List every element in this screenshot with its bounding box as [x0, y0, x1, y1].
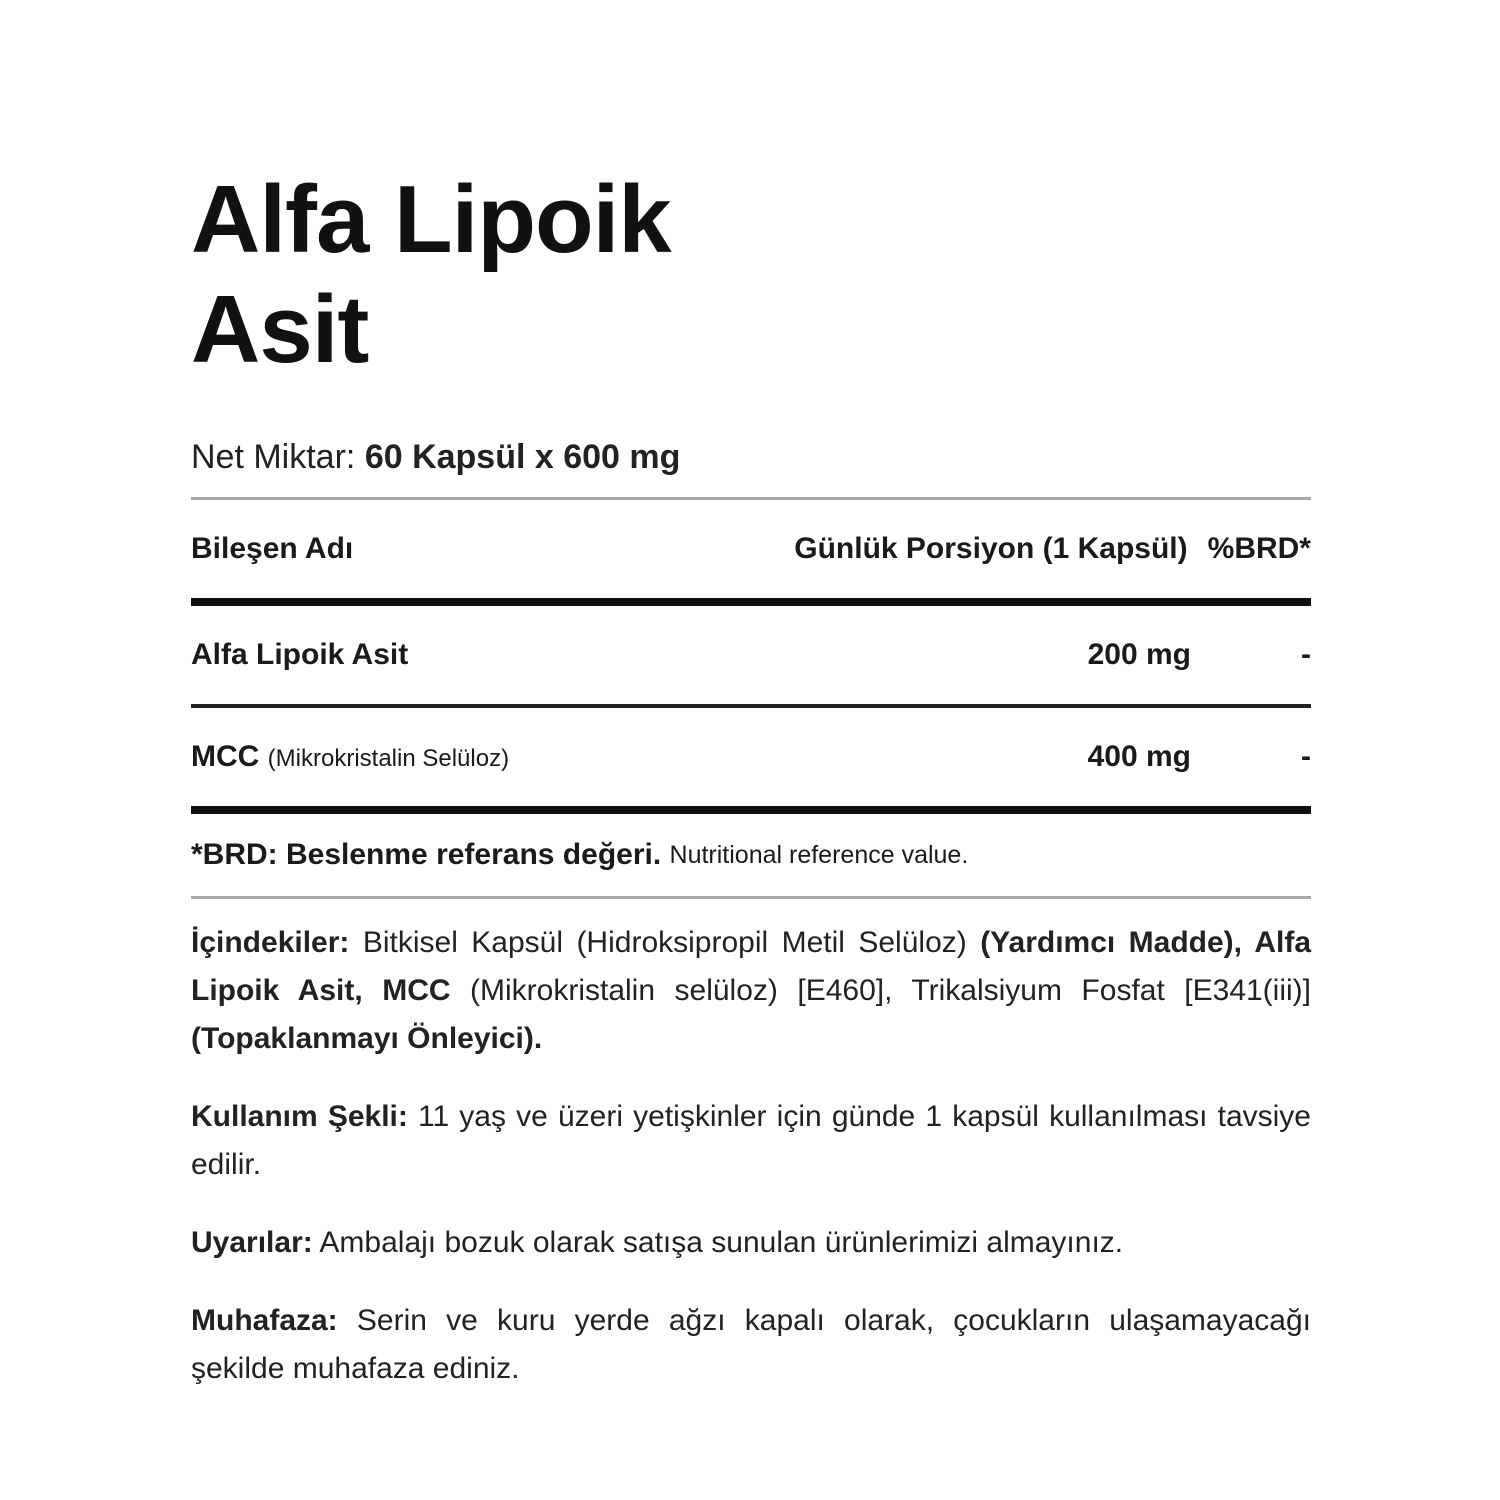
ingredient-amount: 400 mg	[1087, 740, 1191, 773]
title-line-1: Alfa Lipoik	[191, 166, 671, 273]
ingredients-label: İçindekiler:	[191, 926, 350, 959]
header-brd: %BRD*	[1207, 532, 1311, 565]
nutrition-table	[191, 500, 1311, 899]
ingredient-name: Alfa Lipoik Asit	[191, 638, 409, 671]
table-header	[191, 500, 1311, 598]
storage-paragraph	[191, 1297, 1311, 1393]
warnings-paragraph	[191, 1219, 1311, 1267]
usage-text: 11 yaş ve üzeri yetişkinler için günde 1 kapsül kullanılması tavsiye edilir.	[191, 1100, 1311, 1181]
ingredient-subname: (Mikrokristalin Selüloz)	[267, 745, 510, 772]
ingredients-paragraph	[191, 919, 1311, 1063]
footnote-en: Nutritional reference value.	[669, 840, 969, 869]
warnings-label: Uyarılar:	[191, 1226, 313, 1259]
product-title	[191, 165, 1311, 385]
divider	[191, 896, 1311, 899]
header-ingredient-name: Bileşen Adı	[191, 532, 354, 565]
ingredients-text: (Mikrokristalin selüloz) [E460], Trikalsiyum Fosfat [E341(iii)]	[450, 974, 1311, 1007]
storage-text: Serin ve kuru yerde ağzı kapalı olarak, çocukların ulaşamayacağı şekilde muhafaza ediniz.	[191, 1304, 1311, 1385]
ingredient-amount: 200 mg	[1087, 638, 1191, 671]
storage-label: Muhafaza:	[191, 1304, 338, 1337]
table-row	[191, 606, 1311, 704]
title-line-2: Asit	[191, 276, 369, 383]
usage-label: Kullanım Şekli:	[191, 1100, 408, 1133]
supplement-label	[191, 165, 1311, 1423]
net-quantity-value: 60 Kapsül x 600 mg	[364, 438, 681, 476]
ingredient-brd: -	[1301, 638, 1311, 671]
net-quantity	[191, 437, 1311, 477]
table-divider-thick	[191, 806, 1311, 814]
header-daily-portion: Günlük Porsiyon (1 Kapsül)	[794, 532, 1188, 565]
ingredients-bold: (Topaklanmayı Önleyici).	[191, 1022, 543, 1055]
ingredient-brd: -	[1301, 740, 1311, 773]
table-divider-thick	[191, 598, 1311, 606]
ingredients-text: Bitkisel Kapsül (Hidroksipropil Metil Selüloz)	[349, 926, 981, 959]
brd-footnote	[191, 814, 1311, 896]
usage-paragraph	[191, 1093, 1311, 1189]
table-row	[191, 708, 1311, 806]
footnote-tr: *BRD: Beslenme referans değeri.	[191, 838, 662, 871]
warnings-text: Ambalajı bozuk olarak satışa sunulan ürünlerimizi almayınız.	[312, 1226, 1124, 1259]
net-quantity-label: Net Miktar:	[191, 438, 356, 476]
ingredients-bold: (Yardımcı Madde), Alfa Lipoik Asit, MCC	[191, 926, 1311, 1007]
ingredient-name: MCC	[191, 740, 260, 773]
